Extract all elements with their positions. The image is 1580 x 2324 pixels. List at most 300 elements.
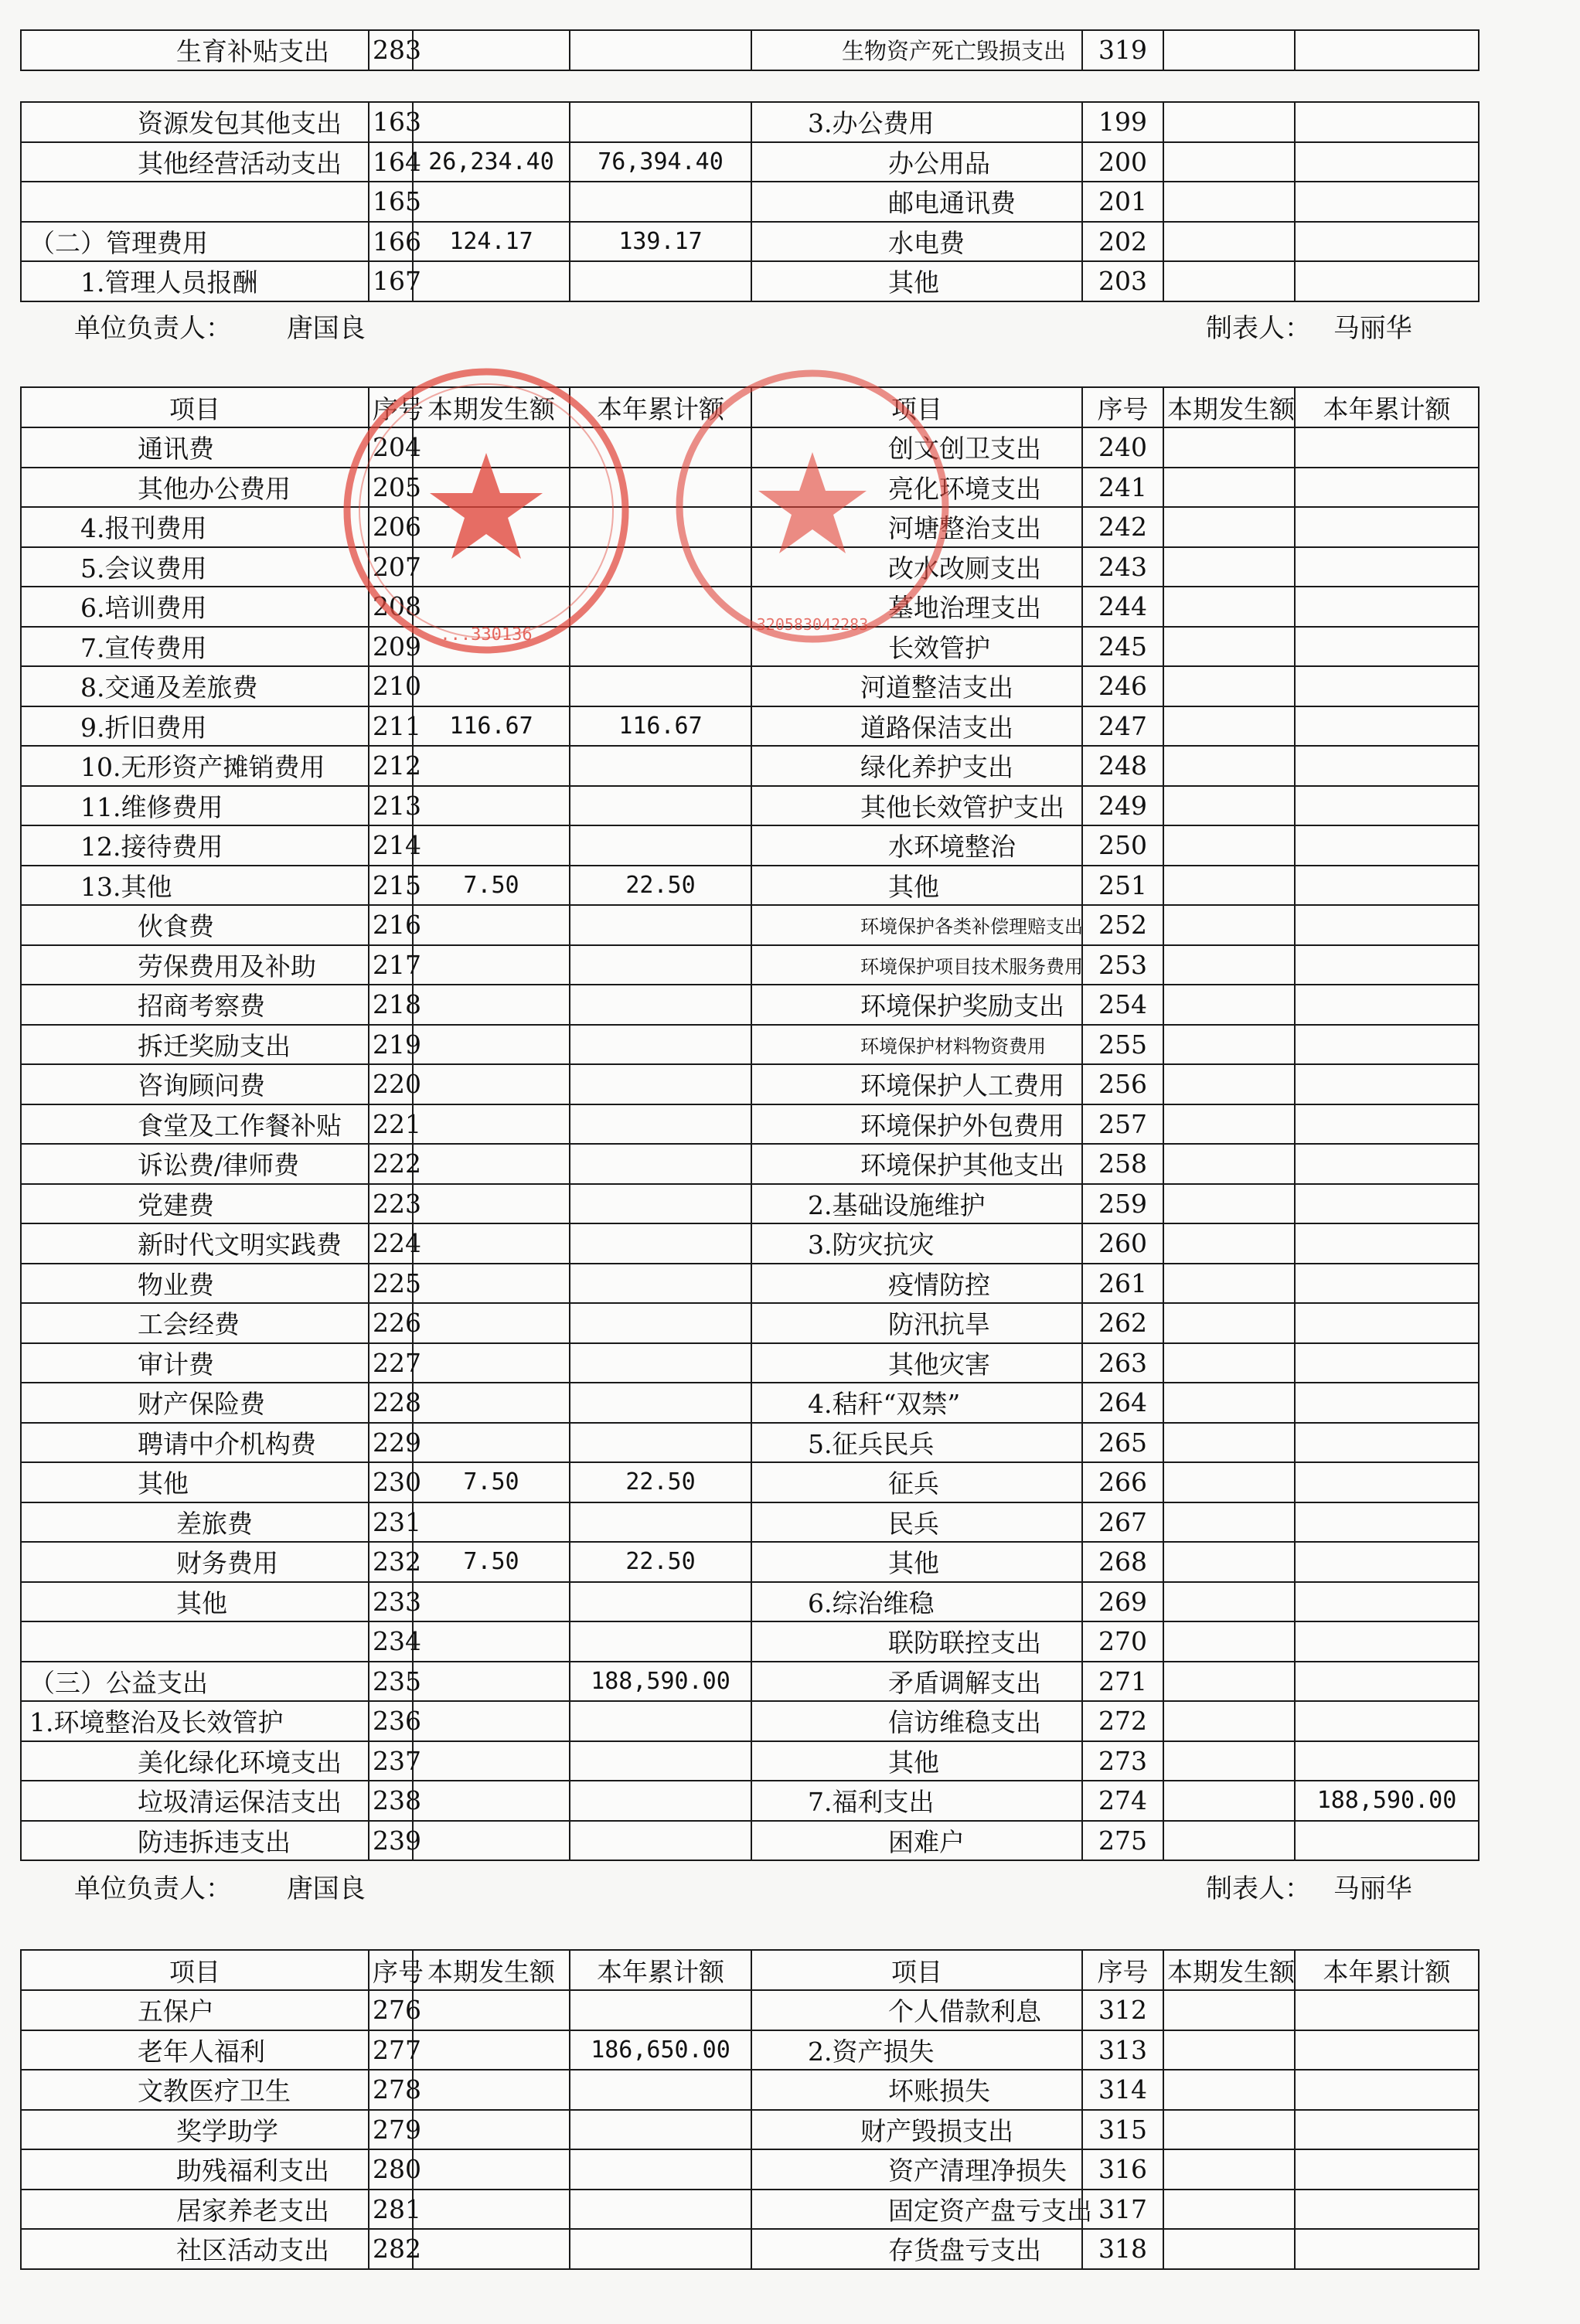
item-cell: 环境保护人工费用 (751, 1064, 1082, 1104)
current-amount-cell (413, 2149, 570, 2190)
item-cell: 环境保护外包费用 (751, 1104, 1082, 1145)
table-row (21, 706, 1479, 747)
current-amount-cell (413, 507, 570, 547)
ytd-amount-cell (570, 587, 751, 627)
current-amount-cell: 7.50 (413, 1542, 570, 1582)
seq-cell: 247 (1082, 706, 1163, 747)
seq-cell: 211 (369, 706, 413, 747)
item-cell: 6.培训费用 (21, 587, 369, 627)
seq-cell: 250 (1082, 825, 1163, 866)
table-row (21, 1064, 1479, 1104)
current-amount-cell (1163, 1025, 1295, 1065)
column-header: 本期发生额 (1163, 387, 1295, 427)
current-amount-cell (1163, 1621, 1295, 1662)
column-header: 本年累计额 (570, 387, 751, 427)
current-amount-cell (413, 1343, 570, 1383)
column-header: 本年累计额 (570, 1950, 751, 1990)
current-amount-cell (1163, 985, 1295, 1025)
column-header: 序号 (1082, 1950, 1163, 1990)
seq-cell: 220 (369, 1064, 413, 1104)
seq-cell: 267 (1082, 1502, 1163, 1543)
ytd-amount-cell (570, 1144, 751, 1184)
table-row (21, 1662, 1479, 1702)
maker-name: 马丽华 (1333, 1873, 1412, 1904)
current-amount-cell (1163, 1144, 1295, 1184)
seq-cell: 283 (369, 30, 413, 70)
item-cell: 招商考察费 (21, 985, 369, 1025)
current-amount-cell (1163, 1662, 1295, 1702)
current-amount-cell (413, 1025, 570, 1065)
item-cell: 存货盘亏支出 (751, 2229, 1082, 2269)
table-row (21, 627, 1479, 667)
item-cell: 党建费 (21, 1184, 369, 1224)
item-cell: 环境保护项目技术服务费用 (751, 945, 1082, 985)
ytd-amount-cell (570, 1701, 751, 1741)
current-amount-cell (1163, 746, 1295, 786)
ytd-amount-cell (1295, 1542, 1479, 1582)
seq-cell: 261 (1082, 1264, 1163, 1304)
item-cell: 7.福利支出 (751, 1781, 1082, 1821)
item-cell: 其他 (21, 1462, 369, 1502)
item-cell: 其他 (751, 1741, 1082, 1781)
seq-cell: 205 (369, 468, 413, 508)
item-cell: 邮电通讯费 (751, 182, 1082, 222)
ytd-amount-cell (1295, 1104, 1479, 1145)
current-amount-cell (413, 2110, 570, 2150)
ytd-amount-cell (570, 1064, 751, 1104)
item-cell: 其他经营活动支出 (21, 142, 369, 182)
item-cell: 其他长效管护支出 (751, 786, 1082, 826)
current-amount-cell (413, 547, 570, 587)
leader-label: 单位负责人： (74, 313, 232, 344)
ytd-amount-cell (570, 1184, 751, 1224)
seq-cell: 312 (1082, 1990, 1163, 2030)
seq-cell: 210 (369, 666, 413, 706)
table-row (21, 1104, 1479, 1145)
column-header: 本期发生额 (413, 1950, 570, 1990)
ytd-amount-cell (1295, 1502, 1479, 1543)
ytd-amount-cell (570, 547, 751, 587)
table-row (21, 905, 1479, 945)
table-row (21, 825, 1479, 866)
current-amount-cell (1163, 547, 1295, 587)
table-row (21, 1582, 1479, 1622)
item-cell: 资源发包其他支出 (21, 102, 369, 142)
table-row (21, 102, 1479, 142)
ytd-amount-cell: 116.67 (570, 706, 751, 747)
item-cell: 垃圾清运保洁支出 (21, 1781, 369, 1821)
ytd-amount-cell (1295, 1990, 1479, 2030)
current-amount-cell: 124.17 (413, 222, 570, 262)
item-cell: 环境保护各类补偿理赔支出 (751, 905, 1082, 945)
column-header: 序号 (1082, 387, 1163, 427)
item-cell: 其他办公费用 (21, 468, 369, 508)
current-amount-cell (1163, 30, 1295, 70)
item-cell: 坏账损失 (751, 2070, 1082, 2110)
seq-cell: 222 (369, 1144, 413, 1184)
current-amount-cell (413, 2070, 570, 2110)
current-amount-cell (413, 1502, 570, 1543)
header-row (21, 387, 1479, 427)
ytd-amount-cell (570, 2229, 751, 2269)
current-amount-cell (1163, 2190, 1295, 2230)
item-cell: 生育补贴支出 (21, 30, 369, 70)
seq-cell: 241 (1082, 468, 1163, 508)
seq-cell: 227 (369, 1343, 413, 1383)
ytd-amount-cell: 186,650.00 (570, 2030, 751, 2071)
ytd-amount-cell (1295, 1064, 1479, 1104)
table-row (21, 2229, 1479, 2269)
ytd-amount-cell (570, 30, 751, 70)
table-row (21, 1621, 1479, 1662)
item-cell: 创文创卫支出 (751, 427, 1082, 468)
item-cell: 伙食费 (21, 905, 369, 945)
seq-cell: 223 (369, 1184, 413, 1224)
seq-cell: 259 (1082, 1184, 1163, 1224)
ytd-amount-cell (1295, 1223, 1479, 1264)
ytd-amount-cell: 188,590.00 (570, 1662, 751, 1702)
seq-cell: 206 (369, 507, 413, 547)
current-amount-cell (413, 666, 570, 706)
current-amount-cell (1163, 1701, 1295, 1741)
current-amount-cell: 116.67 (413, 706, 570, 747)
item-cell: 居家养老支出 (21, 2190, 369, 2230)
current-amount-cell (1163, 1423, 1295, 1463)
ytd-amount-cell (570, 1303, 751, 1343)
table-row (21, 1502, 1479, 1543)
item-cell: 1.环境整治及长效管护 (21, 1701, 369, 1741)
item-cell: 其他灾害 (751, 1343, 1082, 1383)
current-amount-cell (1163, 1223, 1295, 1264)
item-cell: 3.办公费用 (751, 102, 1082, 142)
ytd-amount-cell (1295, 102, 1479, 142)
item-cell: 6.综治维稳 (751, 1582, 1082, 1622)
seq-cell: 246 (1082, 666, 1163, 706)
seq-cell: 166 (369, 222, 413, 262)
seq-cell: 213 (369, 786, 413, 826)
current-amount-cell (413, 1701, 570, 1741)
ytd-amount-cell (570, 468, 751, 508)
item-cell: 4.秸秆“双禁” (751, 1383, 1082, 1423)
current-amount-cell (413, 1990, 570, 2030)
table-row (21, 30, 1479, 70)
seq-cell: 276 (369, 1990, 413, 2030)
current-amount-cell (413, 468, 570, 508)
seq-cell: 237 (369, 1741, 413, 1781)
current-amount-cell (413, 945, 570, 985)
seq-cell: 230 (369, 1462, 413, 1502)
current-amount-cell (413, 102, 570, 142)
seq-cell: 266 (1082, 1462, 1163, 1502)
seq-cell: 252 (1082, 905, 1163, 945)
current-amount-cell (1163, 2110, 1295, 2150)
item-cell: 通讯费 (21, 427, 369, 468)
ytd-amount-cell (570, 1741, 751, 1781)
item-cell: 五保户 (21, 1990, 369, 2030)
item-cell: 11.维修费用 (21, 786, 369, 826)
seq-cell: 256 (1082, 1064, 1163, 1104)
column-header: 序号 (369, 387, 413, 427)
current-amount-cell: 26,234.40 (413, 142, 570, 182)
ytd-amount-cell (570, 261, 751, 301)
seq-cell: 279 (369, 2110, 413, 2150)
seq-cell: 204 (369, 427, 413, 468)
ytd-amount-cell (570, 1781, 751, 1821)
current-amount-cell (1163, 1502, 1295, 1543)
ytd-amount-cell (1295, 1383, 1479, 1423)
current-amount-cell (1163, 905, 1295, 945)
ytd-amount-cell (570, 825, 751, 866)
ytd-amount-cell (1295, 1462, 1479, 1502)
item-cell (21, 1621, 369, 1662)
ytd-amount-cell (570, 627, 751, 667)
current-amount-cell (1163, 1781, 1295, 1821)
item-cell: 绿化养护支出 (751, 746, 1082, 786)
item-cell: 8.交通及差旅费 (21, 666, 369, 706)
ytd-amount-cell: 76,394.40 (570, 142, 751, 182)
current-amount-cell (1163, 427, 1295, 468)
seq-cell: 318 (1082, 2229, 1163, 2269)
current-amount-cell (413, 1383, 570, 1423)
item-cell: 河道整洁支出 (751, 666, 1082, 706)
item-cell: 劳保费用及补助 (21, 945, 369, 985)
seq-cell: 164 (369, 142, 413, 182)
current-amount-cell (413, 2190, 570, 2230)
table-row (21, 1383, 1479, 1423)
seq-cell: 239 (369, 1821, 413, 1861)
seq-cell: 278 (369, 2070, 413, 2110)
seq-cell: 228 (369, 1383, 413, 1423)
item-cell: 征兵 (751, 1462, 1082, 1502)
seq-cell: 207 (369, 547, 413, 587)
current-amount-cell (1163, 945, 1295, 985)
current-amount-cell (413, 1184, 570, 1224)
seq-cell: 231 (369, 1502, 413, 1543)
table-row (21, 507, 1479, 547)
item-cell: 聘请中介机构费 (21, 1423, 369, 1463)
ytd-amount-cell (1295, 2190, 1479, 2230)
table-row (21, 2149, 1479, 2190)
ytd-amount-cell (1295, 1343, 1479, 1383)
current-amount-cell (413, 1423, 570, 1463)
seq-cell: 316 (1082, 2149, 1163, 2190)
seq-cell: 234 (369, 1621, 413, 1662)
current-amount-cell (1163, 1741, 1295, 1781)
column-header: 项目 (21, 1950, 369, 1990)
ytd-amount-cell (1295, 786, 1479, 826)
seq-cell: 240 (1082, 427, 1163, 468)
current-amount-cell (1163, 1582, 1295, 1622)
table-row (21, 1184, 1479, 1224)
item-cell: 环境保护材料物资费用 (751, 1025, 1082, 1065)
ytd-amount-cell (570, 786, 751, 826)
header-row (21, 1950, 1479, 1990)
current-amount-cell (1163, 1064, 1295, 1104)
current-amount-cell (413, 2229, 570, 2269)
ytd-amount-cell (1295, 627, 1479, 667)
seq-cell: 319 (1082, 30, 1163, 70)
current-amount-cell (1163, 1462, 1295, 1502)
table-row (21, 1741, 1479, 1781)
ytd-amount-cell (570, 507, 751, 547)
ytd-amount-cell (1295, 666, 1479, 706)
ytd-amount-cell (1295, 222, 1479, 262)
ytd-amount-cell (570, 1343, 751, 1383)
ytd-amount-cell (1295, 1701, 1479, 1741)
current-amount-cell (413, 1621, 570, 1662)
current-amount-cell (1163, 627, 1295, 667)
seq-cell: 264 (1082, 1383, 1163, 1423)
table-row (21, 1781, 1479, 1821)
table-row (21, 1223, 1479, 1264)
ytd-amount-cell (1295, 825, 1479, 866)
seq-cell: 242 (1082, 507, 1163, 547)
table-row (21, 468, 1479, 508)
table-row (21, 142, 1479, 182)
table-row (21, 945, 1479, 985)
current-amount-cell (413, 182, 570, 222)
column-header: 本年累计额 (1295, 387, 1479, 427)
item-cell: 亮化环境支出 (751, 468, 1082, 508)
seq-cell: 274 (1082, 1781, 1163, 1821)
item-cell: 资产清理净损失 (751, 2149, 1082, 2190)
seq-cell: 229 (369, 1423, 413, 1463)
seq-cell: 275 (1082, 1821, 1163, 1861)
seq-cell: 268 (1082, 1542, 1163, 1582)
seq-cell: 163 (369, 102, 413, 142)
leader-label: 单位负责人： (74, 1873, 232, 1904)
item-cell: 矛盾调解支出 (751, 1662, 1082, 1702)
item-cell: 2.资产损失 (751, 2030, 1082, 2071)
item-cell: 老年人福利 (21, 2030, 369, 2071)
ytd-amount-cell (570, 1264, 751, 1304)
current-amount-cell (1163, 706, 1295, 747)
item-cell: 2.基础设施维护 (751, 1184, 1082, 1224)
item-cell: 审计费 (21, 1343, 369, 1383)
seq-cell: 265 (1082, 1423, 1163, 1463)
expense-table-2 (20, 386, 1480, 1861)
ytd-amount-cell (1295, 547, 1479, 587)
ytd-amount-cell (570, 1383, 751, 1423)
ytd-amount-cell (570, 1104, 751, 1145)
item-cell: 财产毁损支出 (751, 2110, 1082, 2150)
ytd-amount-cell (570, 182, 751, 222)
item-cell: 拆迁奖励支出 (21, 1025, 369, 1065)
current-amount-cell (1163, 1990, 1295, 2030)
seq-cell: 214 (369, 825, 413, 866)
item-cell: 4.报刊费用 (21, 507, 369, 547)
table-row (21, 1144, 1479, 1184)
current-amount-cell (1163, 1264, 1295, 1304)
current-amount-cell (413, 786, 570, 826)
item-cell: 12.接待费用 (21, 825, 369, 866)
seq-cell: 249 (1082, 786, 1163, 826)
current-amount-cell (413, 1582, 570, 1622)
item-cell: 咨询顾问费 (21, 1064, 369, 1104)
table-row (21, 746, 1479, 786)
ytd-amount-cell (1295, 945, 1479, 985)
current-amount-cell (1163, 468, 1295, 508)
table-row (21, 587, 1479, 627)
item-cell: 河塘整治支出 (751, 507, 1082, 547)
current-amount-cell: 7.50 (413, 866, 570, 906)
ytd-amount-cell (1295, 985, 1479, 1025)
seq-cell: 280 (369, 2149, 413, 2190)
ytd-amount-cell (570, 2110, 751, 2150)
current-amount-cell (413, 1144, 570, 1184)
signature-line-2 (74, 1867, 366, 1905)
current-amount-cell: 7.50 (413, 1462, 570, 1502)
seq-cell: 313 (1082, 2030, 1163, 2071)
item-cell: 食堂及工作餐补贴 (21, 1104, 369, 1145)
seq-cell: 217 (369, 945, 413, 985)
signature-maker-1 (1206, 307, 1412, 345)
current-amount-cell (1163, 1104, 1295, 1145)
item-cell: 办公用品 (751, 142, 1082, 182)
table-row (21, 786, 1479, 826)
maker-label: 制表人： (1206, 1873, 1311, 1904)
column-header: 本期发生额 (1163, 1950, 1295, 1990)
seq-cell: 273 (1082, 1741, 1163, 1781)
current-amount-cell (413, 825, 570, 866)
current-amount-cell (413, 985, 570, 1025)
column-header: 本期发生额 (413, 387, 570, 427)
table-row (21, 1462, 1479, 1502)
current-amount-cell (1163, 1184, 1295, 1224)
seq-cell: 216 (369, 905, 413, 945)
column-header: 序号 (369, 1950, 413, 1990)
table-row (21, 222, 1479, 262)
item-cell: 个人借款利息 (751, 1990, 1082, 2030)
ytd-amount-cell (1295, 1741, 1479, 1781)
ytd-amount-cell (1295, 1662, 1479, 1702)
item-cell: 文教医疗卫生 (21, 2070, 369, 2110)
seq-cell: 235 (369, 1662, 413, 1702)
item-cell: 诉讼费/律师费 (21, 1144, 369, 1184)
item-cell: 社区活动支出 (21, 2229, 369, 2269)
ytd-amount-cell (570, 945, 751, 985)
table-row (21, 1343, 1479, 1383)
current-amount-cell (1163, 587, 1295, 627)
seq-cell: 167 (369, 261, 413, 301)
item-cell: 长效管护 (751, 627, 1082, 667)
table-row (21, 1025, 1479, 1065)
current-amount-cell (1163, 222, 1295, 262)
current-amount-cell (413, 1741, 570, 1781)
item-cell: 差旅费 (21, 1502, 369, 1543)
column-header: 项目 (751, 387, 1082, 427)
ytd-amount-cell (1295, 2110, 1479, 2150)
ytd-amount-cell (570, 2190, 751, 2230)
ytd-amount-cell (1295, 1144, 1479, 1184)
seq-cell: 221 (369, 1104, 413, 1145)
ytd-amount-cell (1295, 1821, 1479, 1861)
item-cell: 疫情防控 (751, 1264, 1082, 1304)
ytd-amount-cell (570, 905, 751, 945)
ytd-amount-cell (1295, 468, 1479, 508)
leader-name: 唐国良 (286, 1873, 366, 1904)
ytd-amount-cell (570, 1821, 751, 1861)
table-row (21, 866, 1479, 906)
ytd-amount-cell (570, 746, 751, 786)
ytd-amount-cell (1295, 1582, 1479, 1622)
current-amount-cell (413, 905, 570, 945)
item-cell: 民兵 (751, 1502, 1082, 1543)
seq-cell: 212 (369, 746, 413, 786)
item-cell: 环境保护其他支出 (751, 1144, 1082, 1184)
item-cell: 7.宣传费用 (21, 627, 369, 667)
seq-cell: 251 (1082, 866, 1163, 906)
